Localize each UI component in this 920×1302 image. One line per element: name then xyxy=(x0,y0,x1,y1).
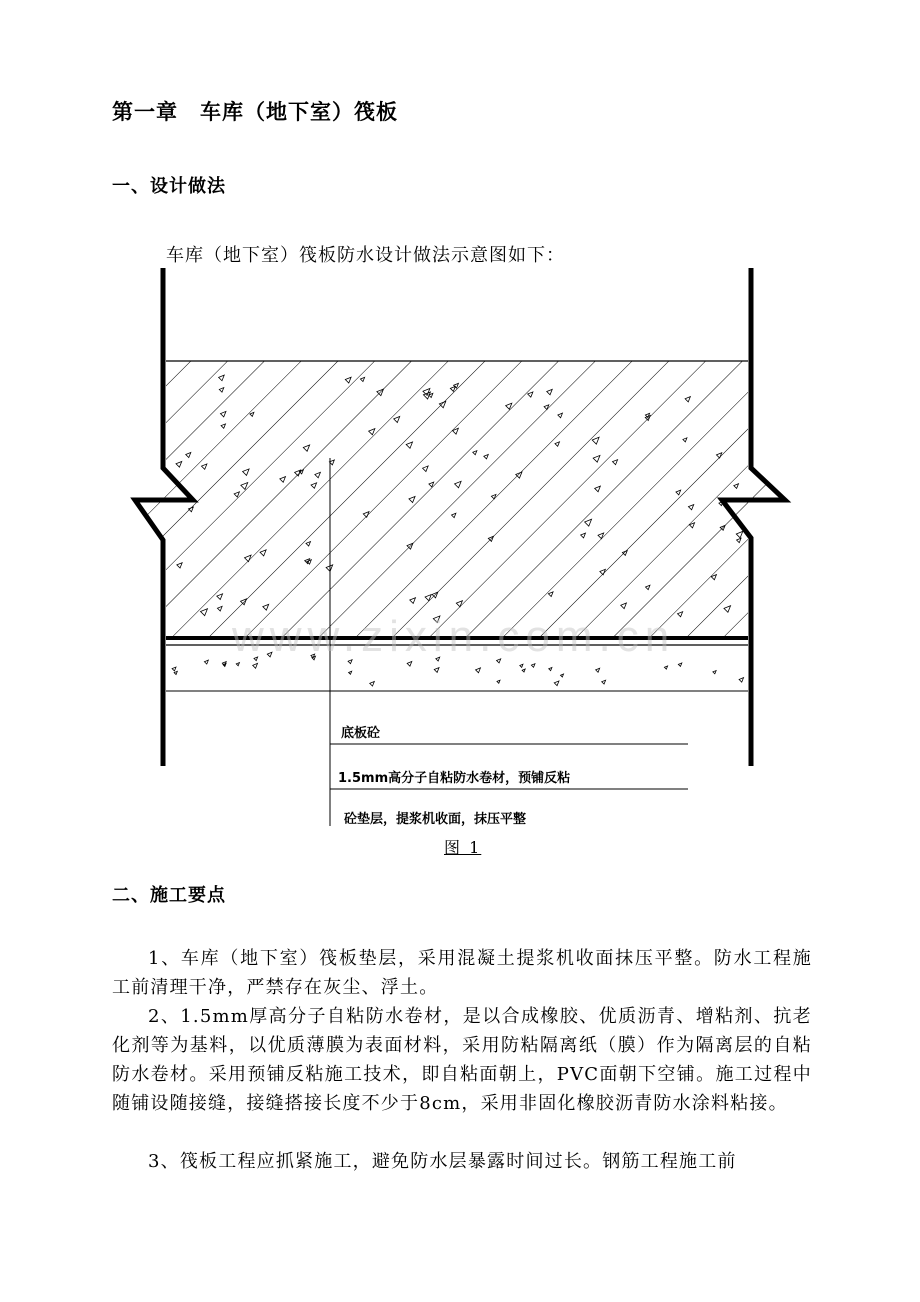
watermark: www.zixin.com.cn xyxy=(232,612,676,661)
figure-intro-text: 车库（地下室）筏板防水设计做法示意图如下： xyxy=(166,245,565,266)
label-cushion-layer: 砼垫层，提浆机收面，抹压平整 xyxy=(344,812,527,827)
label-membrane: 1.5mm高分子自粘防水卷材，预铺反粘 xyxy=(338,771,571,786)
section-heading-construction: 二、施工要点 xyxy=(112,885,226,906)
paragraph-3: 3、筏板工程应抓紧施工，避免防水层暴露时间过长。钢筋工程施工前 xyxy=(148,1151,737,1172)
paragraph-1: 1、车库（地下室）筏板垫层，采用混凝土提浆机收面抹压平整。防水工程施工前清理干净，严禁存在灰尘、浮土。 xyxy=(112,948,812,998)
section-heading-design: 一、设计做法 xyxy=(112,176,226,197)
label-slab-concrete: 底板砼 xyxy=(341,726,381,741)
figure-caption: 图 1 xyxy=(444,838,482,857)
chapter-title: 第一章 车库（地下室）筏板 xyxy=(112,99,398,124)
paragraph-2: 2、1.5mm厚高分子自粘防水卷材，是以合成橡胶、优质沥青、增粘剂、抗老化剂等为基料，以优质薄膜为表面材料，采用防粘隔离纸（膜）作为隔离层的自粘防水卷材。采用预铺反粘施工技术，即自粘面朝上，PVC面朝下空铺。施工过程中随铺设随接缝，接缝搭接长度不少于8cm，采用非固化橡胶沥青防水涂料粘接。 xyxy=(112,1006,812,1114)
raft-slab-concrete xyxy=(120,355,800,640)
